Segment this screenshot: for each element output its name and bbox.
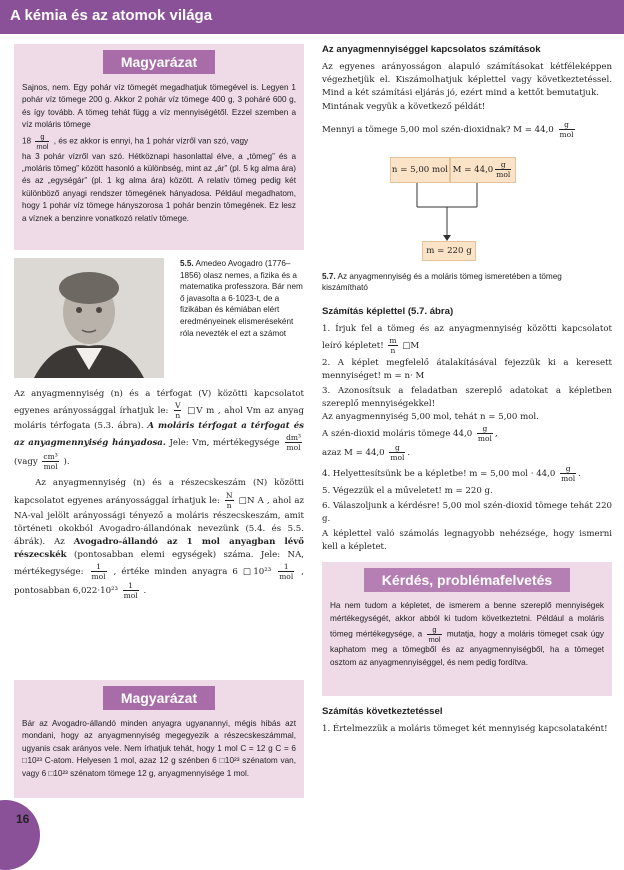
calculation-diagram	[322, 143, 612, 263]
diagram-box-amount: n = 5,00 mol	[390, 157, 450, 183]
page-corner-decoration	[0, 800, 40, 870]
list-item: 6. Válaszoljunk a kérdésre! 5,00 mol szén-dioxid tömege tehát 220 g.	[322, 501, 612, 524]
list-item: 4. Helyettesítsünk be a képletbe! m = 5,00 mol · 44,0 $\frac{g}{\text{mol}}$ .	[322, 464, 581, 483]
explanation-box-body: Bár az Avogadro-állandó minden anyagra ugyanannyi, mégis hibás azt mondani, hogy az anyagmennyiség megegyezik a részecskeszámmal, ugyanis csak arányos vele. Nem írhatjuk tehát, hogy 1 mol C = 12 g C = 6 □10²³ C-atom. Helyesen 1 mol, azaz 12 g szénben 6 □10²³ szénatom van, vagy 6 □10²³ szénatom tömege 12 g, anyagmennyisége 1 mol.	[22, 719, 296, 778]
list-item: 5. Végezzük el a műveletet! m = 220 g.	[322, 486, 493, 496]
list-item: 1. Írjuk fel a tömeg és az anyagmennyiség közötti kapcsolatot leíró képletet! $\frac{m}{n}$ □M	[322, 324, 612, 355]
question-box-body: Ha nem tudom a képletet, de ismerem a benne szereplő mennyiségek mértékegységét, akkor abból ki tudom következtetni. Például a moláris tömeg mértékegysége, a $\frac{g}{\text{mol}}$ mutatja, hogy a moláris tömeget csak úgy kaphatom meg a tömegből és az anyagmennyiségből, ha a tömeget osztom az anyagmennyiséggel, és nem pedig fordítva.	[330, 601, 604, 667]
formula-note: A képlettel való számolás legnagyobb nehézsége, hogy ismerni kell a képletet.	[322, 529, 612, 553]
chapter-header	[0, 0, 624, 34]
inference-step: 1. Értelmezzük a moláris tömeget két mennyiség kapcsolataként!	[322, 724, 608, 735]
page-number: 16	[16, 812, 30, 826]
section-heading: Számítás következtetéssel	[322, 706, 443, 718]
diagram-box-mass: m = 220 g	[422, 241, 476, 261]
avogadro-figure	[14, 258, 304, 378]
list-item: 3. Azonosítsuk a feladatban szereplő adatokat a képletben szereplő mennyiségekkel! Az anyagmennyiség 5,00 mol, tehát n = 5,00 mol. A szén-dioxid moláris tömege 44,0 $\frac{g}{\text{mol}}$ , azaz M = 44,0 $\frac{g}{\text{mol}}$ .	[322, 386, 612, 462]
explanation-box-1	[14, 44, 304, 250]
formula-steps	[322, 323, 612, 526]
avogadro-portrait	[14, 258, 164, 378]
question-box-title: Kérdés, problémafelvetés	[364, 568, 570, 592]
list-item: 2. A képlet megfelelő átalakításával fejezzük ki a keresett mennyiséget! m = n· M	[322, 358, 612, 381]
explanation-box-title: Magyarázat	[103, 686, 215, 710]
explanation-box-2	[14, 680, 304, 798]
fraction: $\frac{g}{\text{mol}}$	[36, 131, 49, 151]
section-heading: Az anyagmennyiséggel kapcsolatos számítások	[322, 44, 541, 55]
section-heading: Számítás képlettel (5.7. ábra)	[322, 306, 454, 317]
left-body-text: Az anyagmennyiség (n) és a térfogat (V) közötti kapcsolatot egyenes arányossággal írhatjuk le: $\frac{V}{n}$ □V m , ahol Vm az anyag moláris térfogata (5.3. ábra). A moláris térfogat a térfogat és az anyagmennyiség hányadosa. Jele: Vm, mértékegysége $\frac{\text{dm³}}{\text{mol}}$ (vagy $\frac{\text{cm³}}{\text{mol}}$ ). Az anyagmennyiség (n) és a részecskeszám (N) közötti kapcsolatot egyenes arányossággal írhatjuk le: $\frac{N}{n}$ □N A , ahol az NA-val jelölt arányossági tényező a moláris részecskeszám, amit történeti okokból Avogadro-állandónak nevezünk (5.4. és 5.5. ábrák). Az Avogadro-állandó az 1 mol anyagban lévő részecskék (pontosabban elemi egységek) száma. Jele: NA, mértékegysége: $\frac{1}{\text{mol}}$ , értéke minden anyagra 6 □10²³ $\frac{1}{\text{mol}}$ , pontosabban 6,022·10²³ $\frac{1}{\text{mol}}$ .	[14, 389, 305, 601]
explanation-box-body: Sajnos, nem. Egy pohár víz tömegét megadhatjuk tömegével is. Legyen 1 pohár víz tömege 200 g. Akkor 2 pohár víz tömege 400 g, 3 poháré 600 g, és így tovább. A tömeg tehát függ a víz mennyiségétől. Ezzel szemben a víz moláris tömege 18 $\frac{g}{\text{mol}}$ , és ez akkor is ennyi, ha 1 pohár vízről van szó, vagy ha 3 pohár vízről van szó. Hétköznapi hasonlattal élve, a „tömeg” és a „moláris tömeg” között hasonló a különbség, mint az „ár” (pl. 5 kg alma ára) és az „egységár” (pl. 1 kg alma ára) között. A relatív tömeg pedig két különböző anyagi rendszer tömegének hányadosa. Például megadhatom, hogy 1 pohár víz tömege hányszorosa 1 pohár benzin tömegének. Ez lesz a víznek a benzinre vonatkozó relatív tömege.	[22, 83, 296, 223]
diagram-box-molar-mass: M = 44,0 $\frac{g}{\text{mol}}$	[450, 157, 516, 183]
figure-caption: 5.7. Az anyagmennyiség és a moláris tömeg ismeretében a tömeg kiszámítható	[322, 271, 562, 293]
intro-text: Az egyenes arányosságon alapuló számításokat kétféleképpen végezhetjük el. Kiszámolhatjuk képlettel vagy következtetéssel. Mind a két számítási eljárás jó, ezért mind a kettőt bemutatjuk. Mintának vegyük a következő példát! Mennyi a tömege 5,00 mol szén-dioxidnak? M = 44,0 $\frac{g}{\text{mol}}$	[322, 62, 612, 139]
chapter-title: A kémia és az atomok világa	[10, 7, 213, 24]
left-column	[14, 44, 305, 778]
avogadro-caption: 5.5. Amedeo Avogadro (1776–1856) olasz nemes, a fizika és a matematika professzora. Bár nem ő javasolta a 6·1023-t, de a fizikában és kémiában elért eredményeinek elismeréseként róla nevezték el ezt a számot	[180, 259, 303, 338]
question-box	[322, 562, 612, 696]
right-column	[322, 44, 612, 737]
explanation-box-title: Magyarázat	[103, 50, 215, 74]
